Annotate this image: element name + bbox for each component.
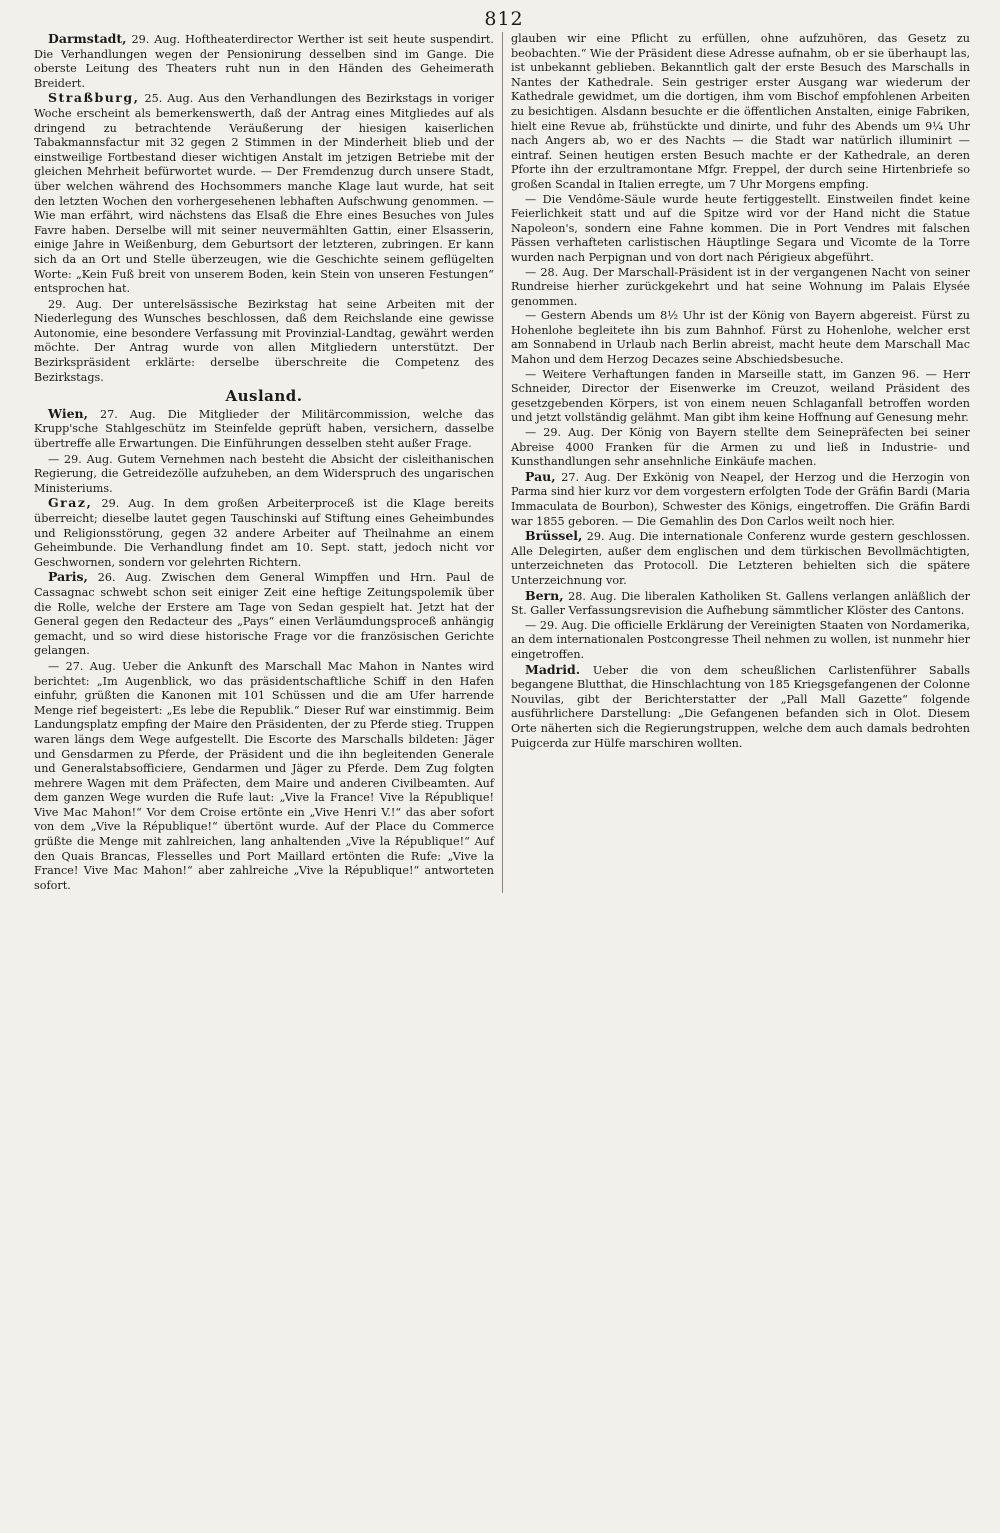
article-text: 25. Aug. Aus den Verhandlungen des Bezirkstags in voriger Woche erscheint als bemerkenswerth, daß der Antrag eines Mitgliedes auf als dringend zu betrachtende Veräußerung der hiesigen kaiserlichen Tabakmannsfactur mit 32 gegen 2 Stimmen in der Minderheit blieb und der einstweilige Fortbestand dieser wichtigen Anstalt im jetzigen Betriebe mit der gleichen Mehrheit befürwortet wurde. — Der Fremdenzug durch unsere Stadt, über welchen während des Hochsommers manche Klage laut wurde, hat seit den letzten Wochen den vorhergesehenen lebhaften Aufschwung genommen. — Wie man erfährt, wird nächstens das Elsaß die Ehre eines Besuches von Jules Favre haben. Derselbe will mit seiner neuvermählten Gattin, einer Elsasserin, einige Jahre in Weißenburg, dem Geburtsort der letzteren, zubringen. Er kann sich da an Ort und Stelle überzeugen, wie die Geschichte seinem geflügelten Worte: „Kein Fuß breit von unserem Boden, kein Stein von unseren Festungen“ entsprochen hat.: [34, 92, 494, 296]
dateline: Wien,: [48, 405, 88, 421]
dateline: Graz,: [48, 495, 93, 511]
article-text: 29. Aug. In dem großen Arbeiterproceß ist die Klage bereits überreicht; dieselbe lautet gegen Tauschinski auf Stiftung eines Geheimbundes und Religionsstörung, gegen 32 andere Arbeiter auf Theilnahme an einem Geheimbunde. Die Verhandlung findet am 10. Sept. statt, jedoch nicht vor Geschwornen, sondern vor gelehrten Richtern.: [34, 497, 494, 569]
article-text: glauben wir eine Pflicht zu erfüllen, ohne aufzuhören, das Gesetz zu beobachten.“ Wie der Präsident diese Adresse aufnahm, ob er sie überhaupt las, ist unbekannt geblieben. Bekanntlich galt der erste Besuch des Marschalls in Nantes der Kathedrale. Sein gestriger erster Ausgang war wiederum der Kathedrale gewidmet, um die dortigen, ihm vom Bischof empfohlenen Arbeiten zu besichtigen. Alsdann besuchte er die öffentlichen Anstalten, einige Fabriken, hielt eine Revue ab, frühstückte und dinirte, und fuhr des Abends um 9¼ Uhr nach Angers ab, wo er des Nachts — die Stadt war natürlich illuminirt — eintraf. Seinen heutigen ersten Besuch machte er der Kathedrale, an deren Pforte ihn der erzultramontane Mfgr. Freppel, der durch seine Hirtenbriefe so großen Scandal in Italien erregte, um 7 Uhr Morgens empfing.: [511, 32, 970, 191]
article-marseille: [511, 368, 970, 426]
article-strassburg-29: [34, 297, 494, 386]
dateline: Pau,: [525, 468, 556, 484]
article-koenig-29: [511, 426, 970, 470]
article-text: — 29. Aug. Der König von Bayern stellte dem Seinepräfecten bei seiner Abreise 4000 Franken für die Armen zu und ließ in Industrie- und Kunsthandlungen sehr ansehnliche Einkäufe machen.: [511, 426, 970, 469]
article-text: — 27. Aug. Ueber die Ankunft des Marschall Mac Mahon in Nantes wird berichtet: „Im Augenblick, wo das präsidentschaftliche Schiff in den Hafen einfuhr, grüßten die Kanonen mit 101 Schüssen und die am Ufer harrende Menge rief begeistert: „Es lebe die Republik.“ Dieser Ruf war einstimmig. Beim Landungsplatz empfing der Maire den Präsidenten, der zu Pferde stieg. Truppen waren längs dem Wege aufgestellt. Die Escorte des Marschalls bildeten: Jäger und Gensdarmen zu Pferde, der Präsident und die ihn begleitenden Generale und Generalstabsofficiere, Gendarmen und Jäger zu Pferde. Dem Zug folgten mehrere Wagen mit dem Präfecten, dem Maire und anderen Civilbeamten. Auf dem ganzen Wege wurden die Rufe laut: „Vive la France! Vive la République! Vive Mac Mahon!“ Vor dem Croise ertönte ein „Vive Henri V.!“ das aber sofort von dem „Vive la République!“ übertönt wurde. Auf der Place du Commerce grüßte die Menge mit zahlreichen, lang anhaltenden „Vive la République!“ Auf den Quais Brancas, Flesselles und Port Maillard ertönten die Rufe: „Vive la France! Vive Mac Mahon!“ aber zahlreiche „Vive la République!“ antworteten sofort.: [34, 659, 494, 892]
article-pau: [511, 470, 970, 529]
article-text: 26. Aug. Zwischen dem General Wimpffen und Hrn. Paul de Cassagnac schwebt schon seit einiger Zeit eine heftige Zeitungspolemik über die Rolle, welche der Erstere am Tage von Sedan gespielt hat. Jetzt hat der General gegen den Redacteur des „Pays“ einen Verläumdungsproceß anhängig gemacht, und so wird diese historische Frage vor die französischen Gerichte gelangen.: [34, 571, 494, 658]
article-wien: [34, 407, 494, 452]
article-text: 29. Aug. Die internationale Conferenz wurde gestern geschlossen. Alle Delegirten, außer dem englischen und dem türkischen Bevollmächtigten, unterzeichneten das Protocoll. Die Letzteren behielten sich die spätere Unterzeichnung vor.: [511, 530, 970, 587]
dateline: Madrid.: [525, 661, 581, 677]
dateline: Paris,: [48, 569, 88, 585]
page-number: 812: [484, 8, 524, 30]
article-strassburg: [34, 91, 494, 296]
article-text: — Weitere Verhaftungen fanden in Marseille statt, im Ganzen 96. — Herr Schneider, Director der Eisenwerke im Creuzot, weiland Präsident des gesetzgebenden Körpers, ist von einem neuen Schlaganfall betroffen worden und jetzt vollständig gelähmt. Man gibt ihm keine Hoffnung auf Genesung mehr.: [511, 367, 970, 425]
left-column: [34, 32, 502, 893]
article-bern-29: [511, 619, 970, 663]
article-text: — 29. Aug. Die officielle Erklärung der Vereinigten Staaten von Nordamerika, an dem internationalen Postcongresse Theil nehmen zu wollen, ist nunmehr hier eingetroffen.: [511, 618, 970, 661]
article-wien-29: [34, 452, 494, 497]
article-paris-27: [34, 659, 494, 894]
right-column: [502, 32, 970, 893]
dateline: Bern,: [525, 587, 564, 603]
article-text: 27. Aug. Die Mitglieder der Militärcommission, welche das Krupp'sche Stahlgeschütz im Steinfelde geprüft haben, versichern, dasselbe übertreffe alle Erwartungen. Die Einführungen desselben steht außer Frage.: [34, 407, 494, 451]
article-continued: [511, 32, 970, 193]
article-text: 28. Aug. Die liberalen Katholiken St. Gallens verlangen anläßlich der St. Galler Verfassungsrevision die Aufhebung sämmtlicher Klöster des Cantons.: [511, 589, 970, 618]
article-koenig-bayern: [511, 309, 970, 367]
article-text: — 28. Aug. Der Marschall-Präsident ist in der vergangenen Nacht von seiner Rundreise hierher zurückgekehrt und hat seine Wohnung im Palais Elysée genommen.: [511, 265, 970, 308]
article-graz: [34, 496, 494, 570]
article-text: — Gestern Abends um 8½ Uhr ist der König von Bayern abgereist. Fürst zu Hohenlohe begleitete ihn bis zum Bahnhof. Fürst zu Hohenlohe, welcher erst am Sonnabend in Urlaub nach Berlin abreist, macht heute dem Marschall Mac Mahon und dem Herzog Decazes seine Abschiedsbesuche.: [511, 309, 970, 367]
dateline: Straßburg,: [48, 90, 140, 106]
article-text: — Die Vendôme-Säule wurde heute fertiggestellt. Einstweilen findet keine Feierlichkeit statt und auf die Spitze wird vor der Hand nicht die Statue Napoleon's, sondern eine Fahne kommen. Die in Port Vendres mit falschen Pässen verhafteten carlistischen Häuptlinge Segara und Vicomte de la Torre wurden nach Perpignan und von dort nach Périgieux abgeführt.: [511, 192, 970, 264]
article-bern: [511, 589, 970, 619]
article-vendome: [511, 193, 970, 266]
article-text: 29. Aug. Der unterelsässische Bezirkstag hat seine Arbeiten mit der Niederlegung des Wunsches beschlossen, daß dem Reichslande eine gewisse Autonomie, eine besondere Verfassung mit Provinzial-Landtag, gewährt werden möchte. Der Antrag wurde von allen Mitgliedern unterstützt. Der Bezirkspräsident erklärte: derselbe überschreite die Competenz des Bezirkstags.: [34, 297, 494, 384]
article-madrid: [511, 663, 970, 752]
article-text: 29. Aug. Hoftheaterdirector Werther ist seit heute suspendirt. Die Verhandlungen wegen der Pensionirung desselben sind im Gange. Die oberste Leitung des Theaters ruht nun in den Händen des Geheimerath Breidert.: [34, 33, 494, 90]
dateline: Brüssel,: [525, 528, 583, 544]
section-heading: Ausland.: [225, 387, 303, 406]
article-paris: [34, 570, 494, 659]
article-text: — 29. Aug. Gutem Vernehmen nach besteht die Absicht der cisleithanischen Regierung, die Getreidezölle aufzuheben, an dem Widerspruch des ungarischen Ministeriums.: [34, 452, 494, 495]
article-text: Ueber die von dem scheußlichen Carlistenführer Saballs begangene Blutthat, die Hinschlachtung von 185 Kriegsgefangenen der Colonne Nouvilas, gibt der Berichterstatter der „Pall Mall Gazette“ folgende ausführlichere Darstellung: „Die Gefangenen befanden sich in Olot. Diesem Orte näherten sich die Regierungstruppen, welche dem auch damals bedrohten Puigcerda zur Hülfe marschiren wollten.: [511, 663, 970, 750]
article-marschall: [511, 266, 970, 310]
article-bruessel: [511, 529, 970, 588]
article-darmstadt: [34, 32, 494, 91]
dateline: Darmstadt,: [48, 31, 127, 46]
columns: [34, 32, 974, 893]
article-text: 27. Aug. Der Exkönig von Neapel, der Herzog und die Herzogin von Parma sind hier kurz vor dem vorgestern erfolgten Tode der Gräfin Bardi (Maria Immaculata de Bourbon), Schwester des Königs, eingetroffen. Die Gräfin Bardi war 1855 geboren. — Die Gemahlin des Don Carlos weilt noch hier.: [511, 470, 971, 528]
